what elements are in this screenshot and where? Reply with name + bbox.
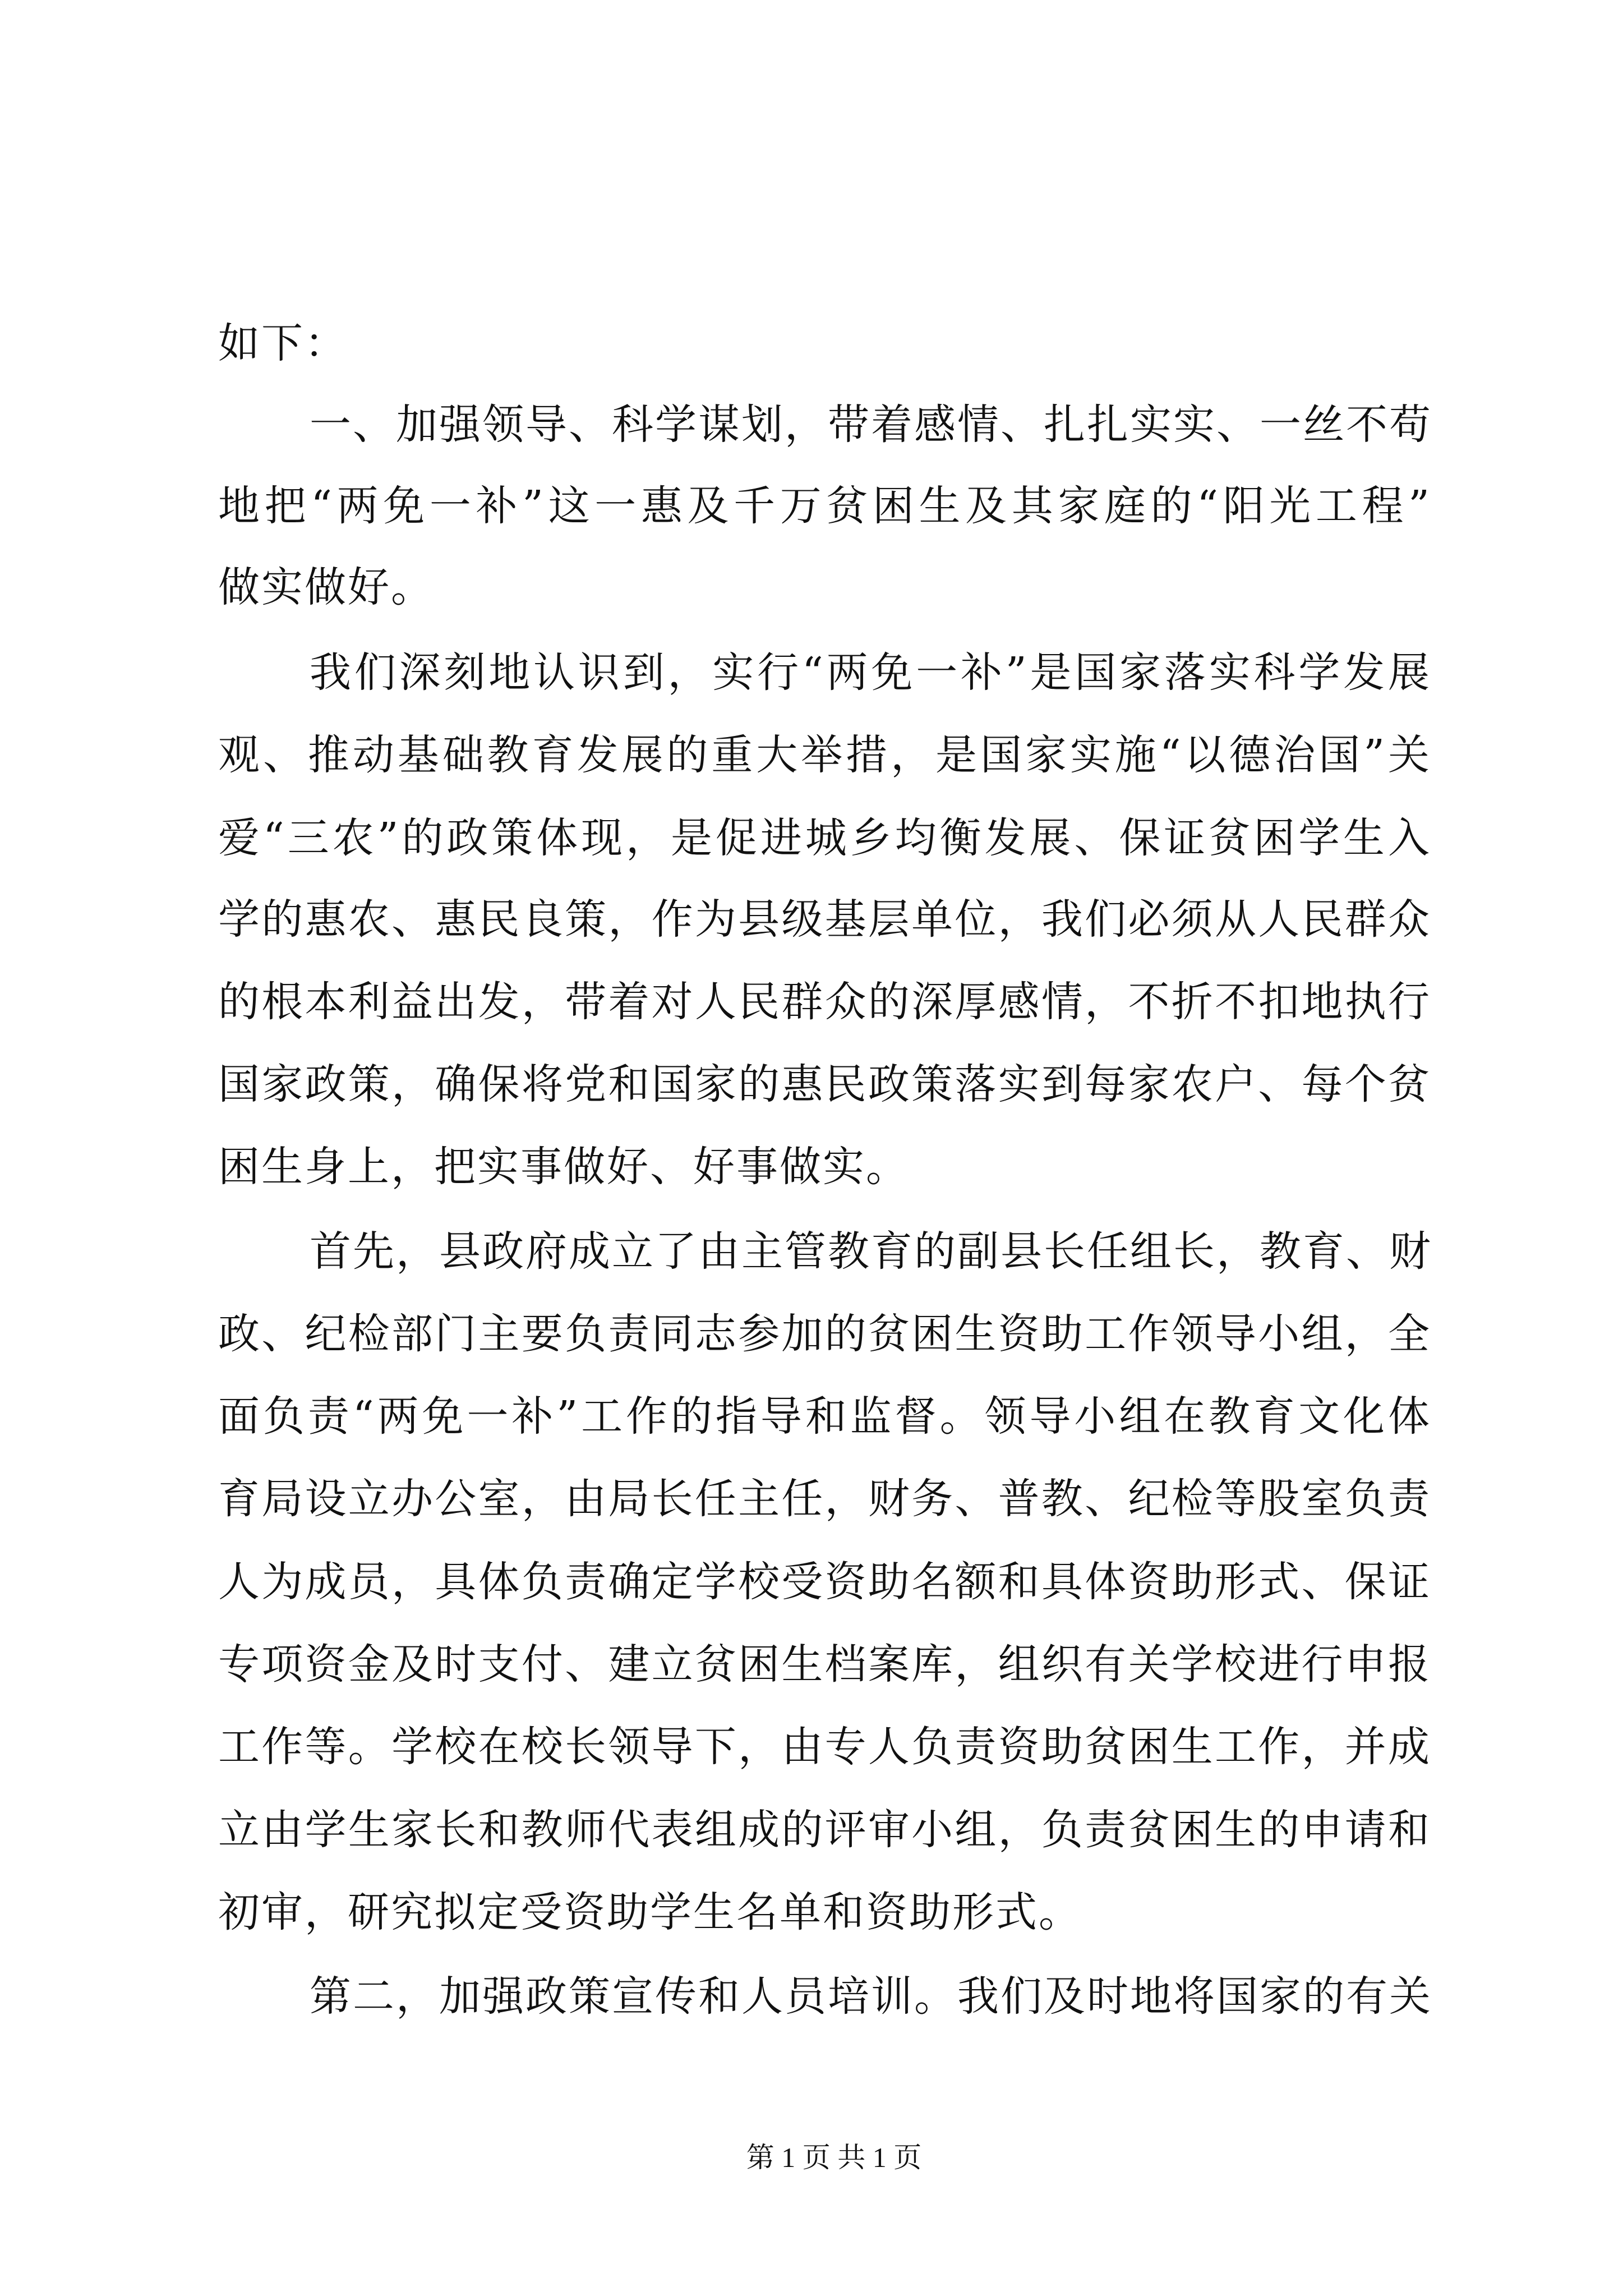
text-line: 初审，研究拟定受资助学生名单和资助形式。: [218, 1888, 1082, 1936]
text-line: 第二，加强政策宣传和人员培训。我们及时地将国家的有关: [310, 1972, 1432, 2021]
text-line: 的根本利益出发，带着对人民群众的深厚感情，不折不扣地执行: [218, 978, 1431, 1026]
text-line: 困生身上，把实事做好、好事做实。: [218, 1143, 909, 1191]
text-line: 如下：: [218, 319, 348, 367]
text-line: 学的惠农、惠民良策，作为县级基层单位，我们必须从人民群众: [218, 895, 1431, 944]
text-line: 观、推动基础教育发展的重大举措，是国家实施“以德治国”关: [218, 731, 1431, 779]
text-line: 立由学生家长和教师代表组成的评审小组，负责贫困生的申请和: [218, 1806, 1431, 1854]
text-line: 爱“三农”的政策体现，是促进城乡均衡发展、保证贫困学生入: [218, 814, 1431, 862]
text-line: 专项资金及时支付、建立贫困生档案库，组织有关学校进行申报: [218, 1640, 1431, 1688]
text-line: 做实做好。: [218, 563, 434, 611]
text-line: 政、纪检部门主要负责同志参加的贫困生资助工作领导小组，全: [218, 1310, 1431, 1358]
text-line: 育局设立办公室，由局长任主任，财务、普教、纪检等股室负责: [218, 1475, 1431, 1523]
text-line: 人为成员，具体负责确定学校受资助名额和具体资助形式、保证: [218, 1558, 1431, 1606]
text-line: 面负责“两免一补”工作的指导和监督。领导小组在教育文化体: [218, 1392, 1431, 1441]
text-line: 工作等。学校在校长领导下，由专人负责资助贫困生工作，并成: [218, 1723, 1431, 1771]
text-line: 一、加强领导、科学谋划，带着感情、扎扎实实、一丝不苟: [310, 401, 1432, 449]
text-line: 国家政策，确保将党和国家的惠民政策落实到每家农户、每个贫: [218, 1060, 1431, 1108]
text-line: 地把“两免一补”这一惠及千万贫困生及其家庭的“阳光工程”: [218, 482, 1431, 530]
page-footer: 第 1 页 共 1 页: [746, 2142, 922, 2173]
text-line: 我们深刻地认识到，实行“两免一补”是国家落实科学发展: [310, 648, 1431, 697]
text-line: 首先，县政府成立了由主管教育的副县长任组长，教育、财: [310, 1227, 1432, 1276]
